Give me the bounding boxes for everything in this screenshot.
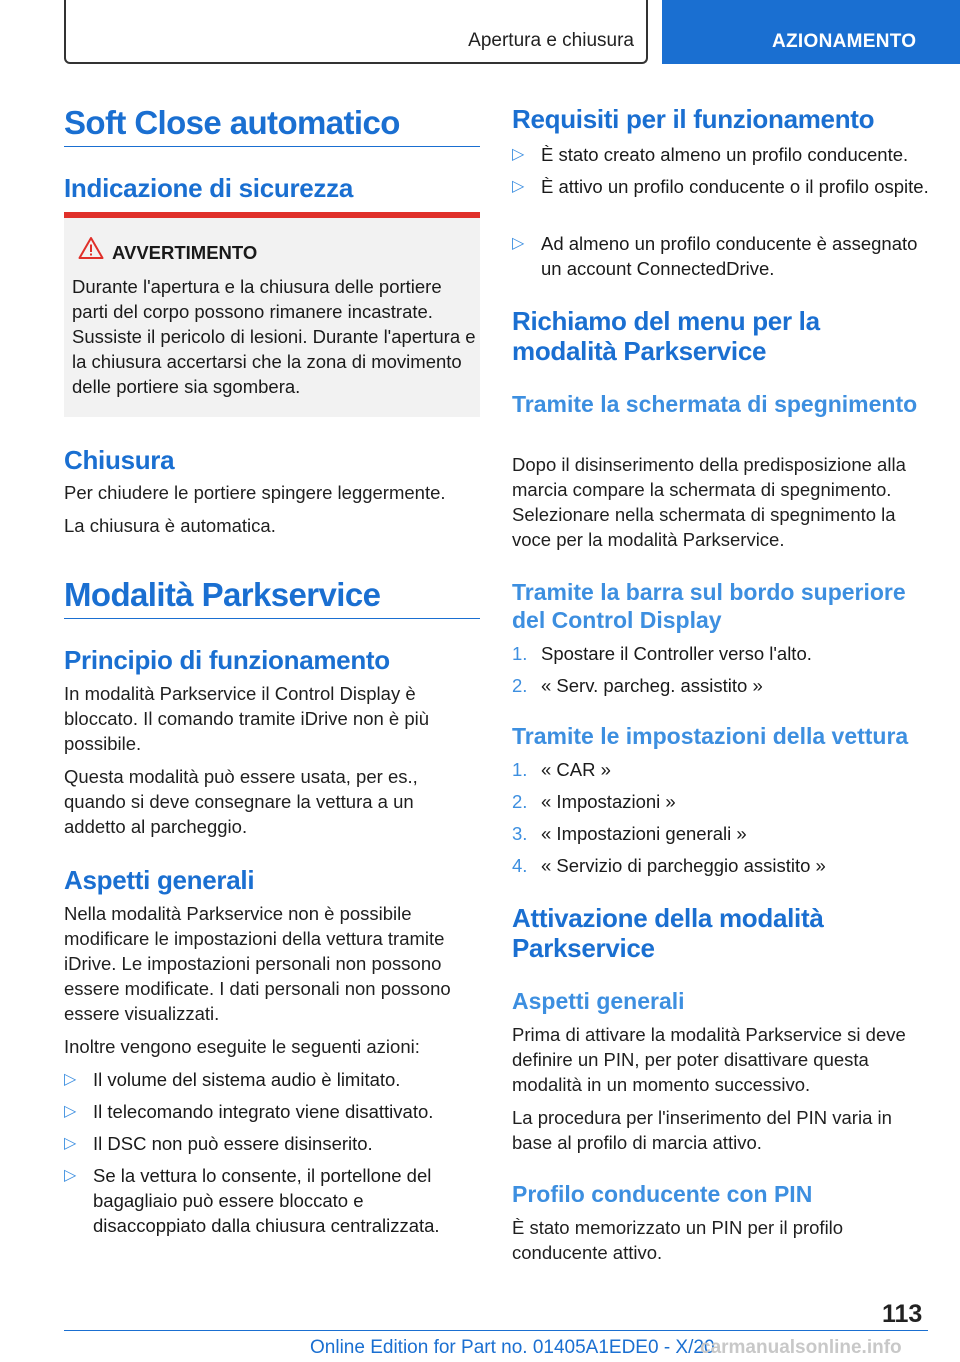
heading-soft-close: Soft Close automatico <box>64 104 400 141</box>
triangle-bullet-icon: ▷ <box>512 178 525 195</box>
activation-paragraph-1: Prima di attivare la modalità Parkservice si deve definire un PIN, per poter disattivare questa modalità in un momento successivo. <box>512 1024 906 1095</box>
warning-text: Durante l'apertura e la chiusura delle portiere parti del corpo possono rimanere incastrate. Sussiste il pericolo di lesioni. Durante l'apertura e la chiusura accertarsi che la zona di movimento delle portiere sia sgombera. <box>72 276 476 397</box>
step-number: 2. <box>512 675 528 696</box>
footer-watermark: carmanualsonline.info <box>700 1337 902 1358</box>
heading-parkservice: Modalità Parkservice <box>64 576 381 613</box>
warning-label: AVVERTIMENTO <box>112 242 258 263</box>
heading-general-right: Aspetti generali <box>512 988 685 1014</box>
screen-paragraph: Dopo il disinserimento della predisposizione alla marcia compare la schermata di spegnimento. Selezionare nella schermata di spegnimento la voce per la modalità Parkservice. <box>512 454 906 550</box>
step-number: 3. <box>512 823 528 844</box>
heading-pin-profile: Profilo conducente con PIN <box>512 1181 813 1207</box>
heading-vehicle-settings: Tramite le impostazioni della vettura <box>512 723 909 749</box>
warning-box <box>64 218 480 417</box>
footer-edition: Online Edition for Part no. 01405A1EDE0 - X/20 <box>310 1337 715 1358</box>
heading-closing: Chiusura <box>64 445 175 475</box>
page-number: 113 <box>882 1300 923 1328</box>
principle-paragraph-1: In modalità Parkservice il Control Display è bloccato. Il comando tramite iDrive non è più possibile. <box>64 683 430 754</box>
header-chapter-tab <box>662 0 960 64</box>
heading-menu: Richiamo del menu per la modalità Parkservice <box>512 306 820 366</box>
step-number: 1. <box>512 643 528 664</box>
heading-principle: Principio di funzionamento <box>64 645 390 675</box>
step-number: 2. <box>512 791 528 812</box>
heading-rule <box>64 618 480 619</box>
step-number: 1. <box>512 759 528 780</box>
heading-activation: Attivazione della modalità Parkservice <box>512 903 824 963</box>
triangle-bullet-icon: ▷ <box>512 235 525 252</box>
pin-paragraph: È stato memorizzato un PIN per il profilo conducente attivo. <box>512 1217 844 1263</box>
heading-safety: Indicazione di sicurezza <box>64 173 353 203</box>
warning-triangle-icon <box>78 236 104 260</box>
general-paragraph-2: Inoltre vengono eseguite le seguenti azioni: <box>64 1036 420 1057</box>
header-section-tab <box>64 0 648 64</box>
principle-paragraph-2: Questa modalità può essere usata, per es., quando si deve consegnare la vettura a un addetto al parcheggio. <box>64 766 418 837</box>
heading-rule <box>64 146 480 147</box>
header-section-title: Apertura e chiusura <box>468 30 634 51</box>
triangle-bullet-icon: ▷ <box>512 146 525 163</box>
heading-requirements: Requisiti per il funzionamento <box>512 104 875 134</box>
closing-paragraph-2: La chiusura è automatica. <box>64 515 276 536</box>
general-paragraph-1: Nella modalità Parkservice non è possibile modificare le impostazioni della vettura tramite iDrive. Le impostazioni personali non possono essere modificate. I dati personali non possono essere visualizzati. <box>64 903 451 1024</box>
heading-general-left: Aspetti generali <box>64 865 255 895</box>
triangle-bullet-icon: ▷ <box>64 1135 77 1152</box>
activation-paragraph-2: La procedura per l'inserimento del PIN varia in base al profilo di marcia attivo. <box>512 1107 892 1153</box>
triangle-bullet-icon: ▷ <box>64 1167 77 1184</box>
triangle-bullet-icon: ▷ <box>64 1103 77 1120</box>
closing-paragraph-1: Per chiudere le portiere spingere leggermente. <box>64 482 446 503</box>
heading-shutdown-screen: Tramite la schermata di spegnimento <box>512 391 918 417</box>
footer-rule <box>64 1330 928 1331</box>
triangle-bullet-icon: ▷ <box>64 1071 77 1088</box>
heading-top-bar: Tramite la barra sul bordo superiore del Control Display <box>512 579 906 633</box>
header-chapter-title: AZIONAMENTO <box>772 31 917 52</box>
step-number: 4. <box>512 855 528 876</box>
